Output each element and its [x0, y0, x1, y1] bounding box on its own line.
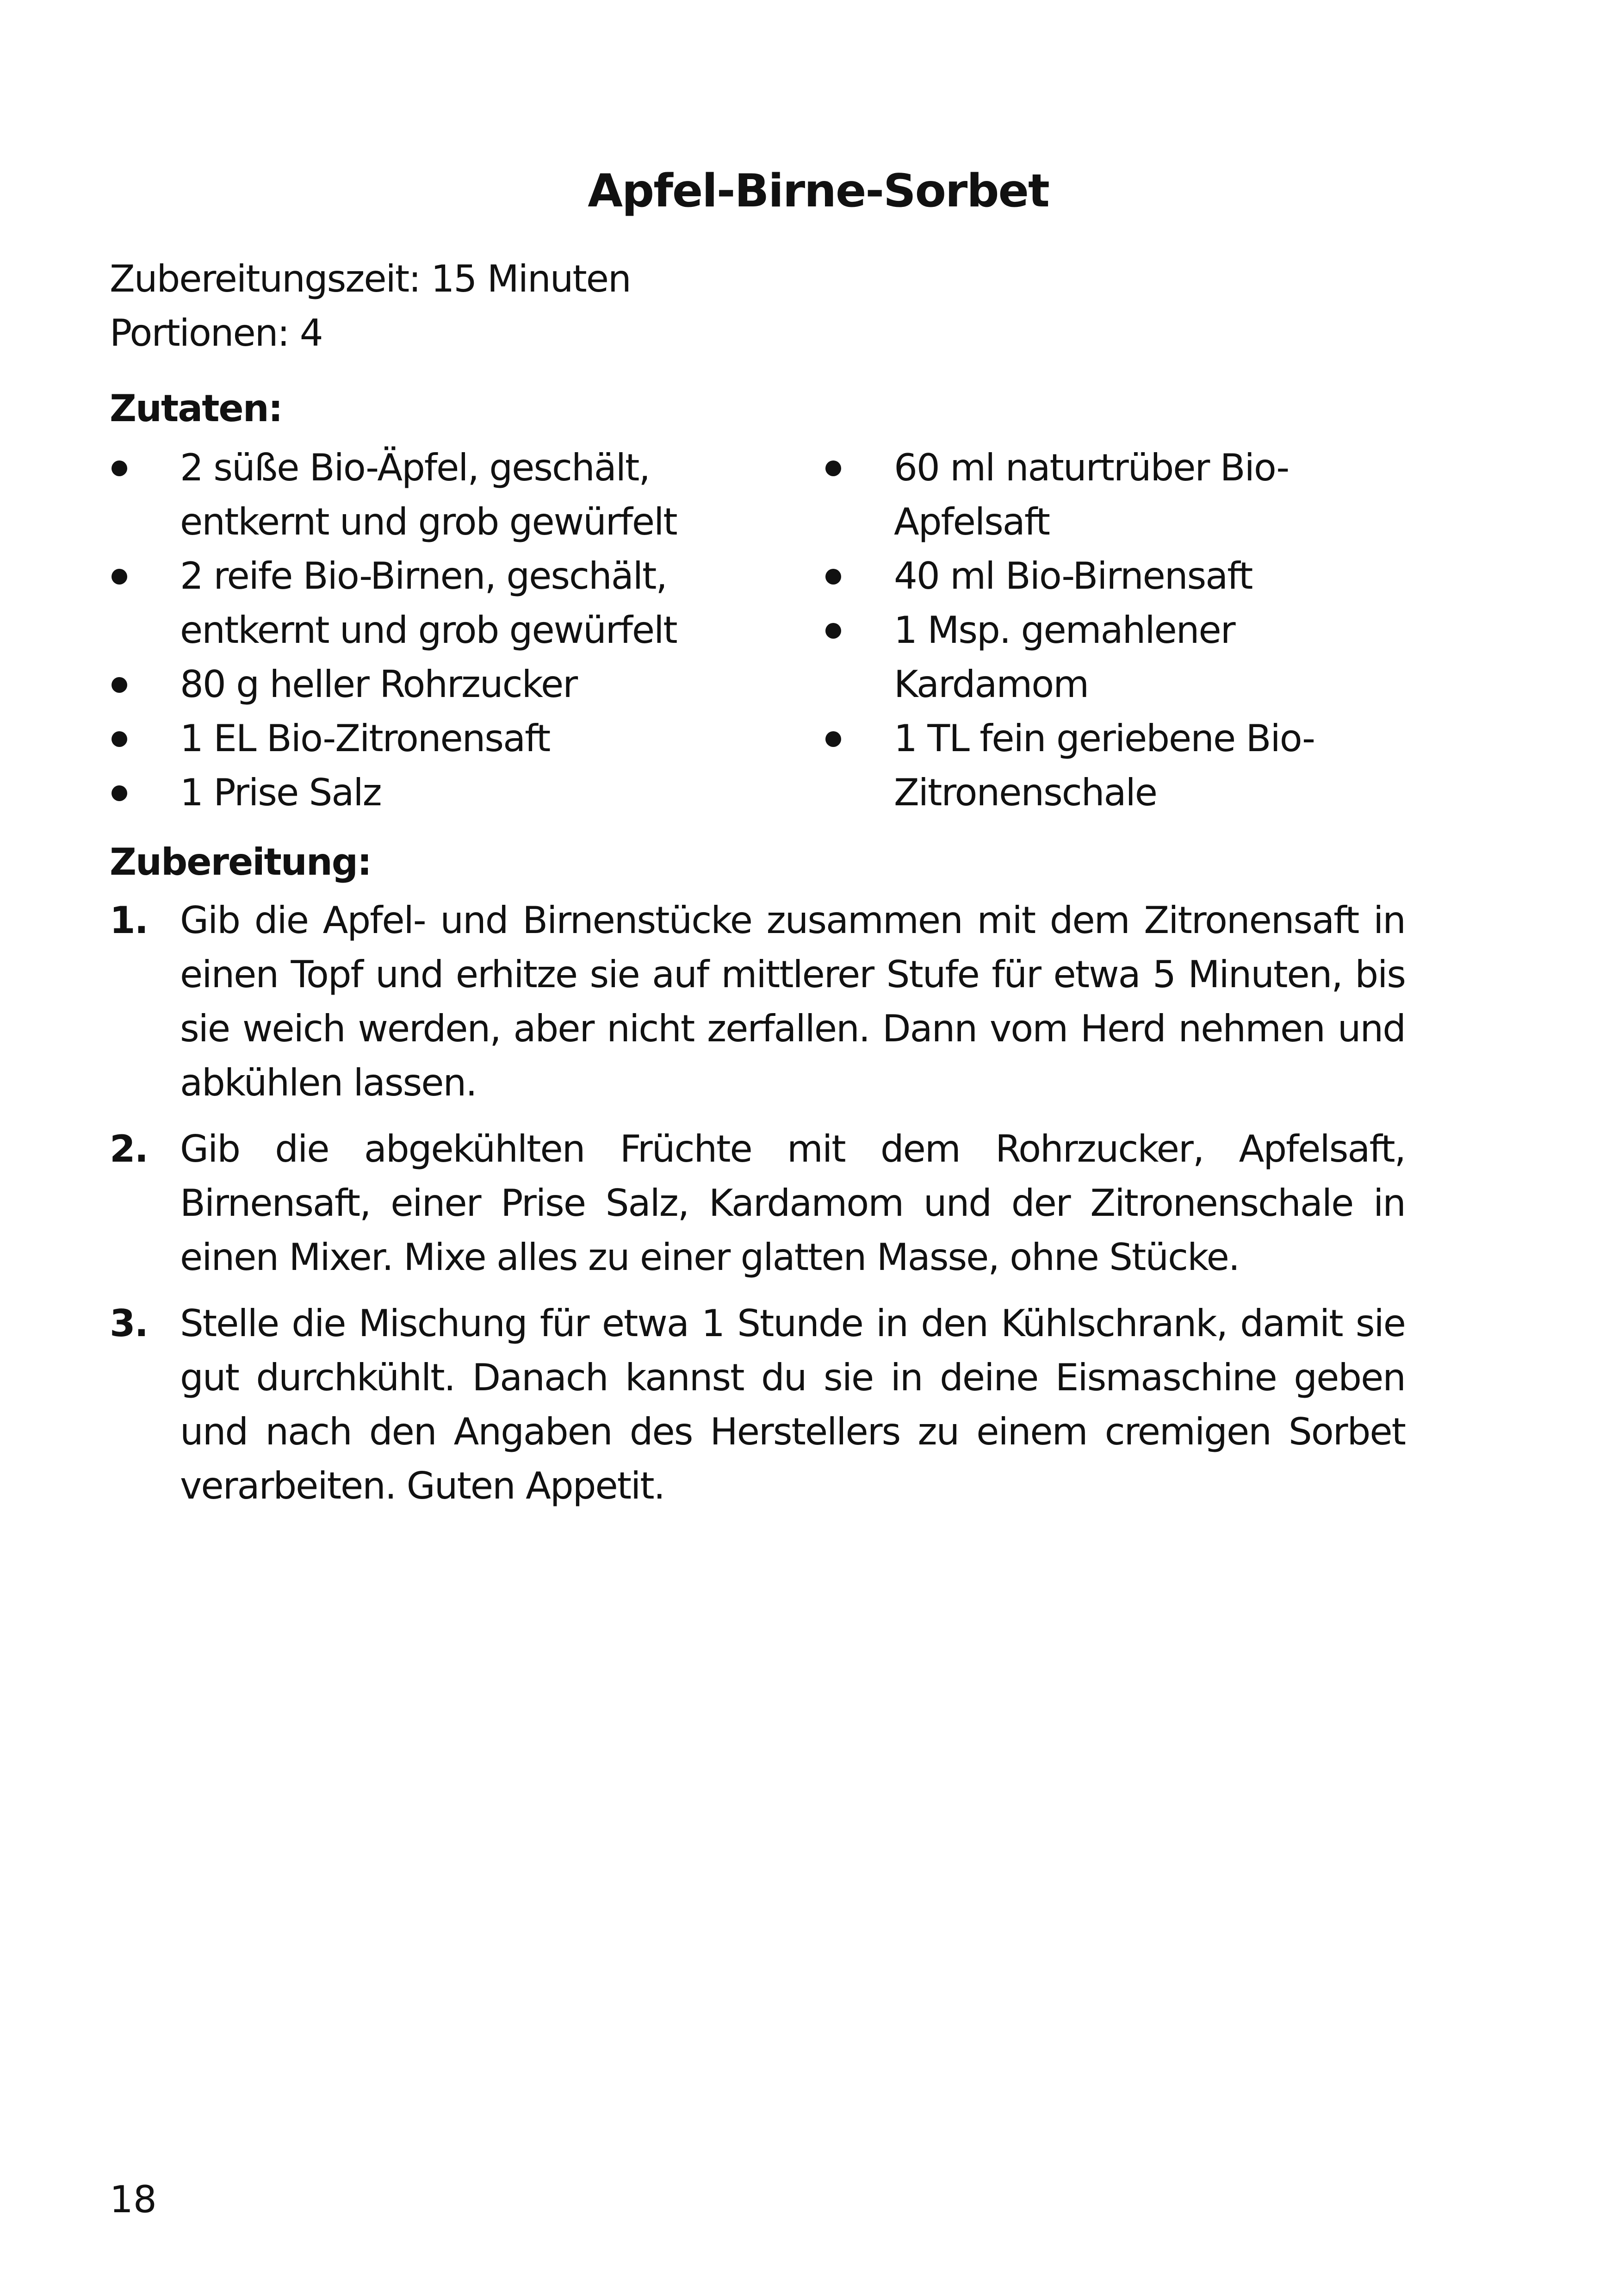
page-number: 18 [110, 2178, 157, 2221]
step-item [110, 1122, 1405, 1284]
bullet-icon [825, 623, 841, 639]
ingredient-text: 1 TL fein geriebene Bio-Zitronenschale [894, 717, 1315, 814]
bullet-icon [112, 731, 127, 747]
bullet-icon [825, 460, 841, 476]
step-number: 3. [110, 1302, 148, 1345]
recipe-title: Apfel-Birne-Sorbet [588, 165, 1049, 218]
preparation-heading: Zubereitung: [110, 840, 372, 884]
step-text: Stelle die Mischung für etwa 1 Stunde in den Kühlschrank, damit sie gut durchkühlt. Danach kannst du sie in deine Eismaschine geben und nach den Angaben des Herstellers zu einem cremigen Sorbet verarbeiten. Guten Appetit. [180, 1302, 1405, 1507]
bullet-icon [112, 677, 127, 693]
ingredients-heading: Zutaten: [110, 387, 282, 430]
ingredient-text: 60 ml naturtrüber Bio-Apfelsaft [894, 446, 1289, 543]
bullet-icon [112, 569, 127, 585]
ingredients-list-left [110, 441, 781, 820]
bullet-icon [112, 785, 127, 801]
ingredient-item [824, 711, 1425, 820]
step-number: 1. [110, 899, 148, 942]
portions: Portionen: 4 [110, 311, 322, 355]
ingredient-text: 1 Msp. gemahlener Kardamom [894, 609, 1235, 706]
ingredient-text: 2 reife Bio-Birnen, geschält, entkernt und grob gewürfelt [180, 554, 677, 652]
ingredient-item [110, 657, 781, 711]
ingredient-item [824, 603, 1425, 711]
ingredient-item [110, 549, 781, 657]
step-number: 2. [110, 1127, 148, 1170]
ingredient-item [110, 711, 781, 765]
preparation-steps [110, 893, 1405, 1525]
ingredient-item [824, 549, 1425, 603]
step-item [110, 893, 1405, 1110]
ingredient-item [110, 765, 781, 820]
ingredient-text: 1 EL Bio-Zitronensaft [180, 717, 550, 760]
preparation-time: Zubereitungszeit: 15 Minuten [110, 257, 631, 300]
ingredient-item [824, 441, 1425, 549]
step-item [110, 1296, 1405, 1513]
bullet-icon [825, 569, 841, 585]
ingredients-list-right [824, 441, 1425, 820]
ingredient-text: 40 ml Bio-Birnensaft [894, 554, 1252, 597]
step-text: Gib die abgekühlten Früchte mit dem Rohrzucker, Apfelsaft, Birnensaft, einer Prise Salz, Kardamom und der Zitronenschale in einen Mixer. Mixe alles zu einer glatten Masse, ohne Stücke. [180, 1127, 1405, 1279]
bullet-icon [112, 460, 127, 476]
step-text: Gib die Apfel- und Birnenstücke zusammen mit dem Zitronensaft in einen Topf und erhitze sie auf mittlerer Stufe für etwa 5 Minuten, bis sie weich werden, aber nicht zerfallen. Dann vom Herd nehmen und abkühlen lassen. [180, 899, 1405, 1104]
ingredient-item [110, 441, 781, 549]
ingredient-text: 2 süße Bio-Äpfel, geschält, entkernt und grob gewürfelt [180, 446, 677, 543]
ingredient-text: 1 Prise Salz [180, 771, 381, 814]
bullet-icon [825, 731, 841, 747]
ingredient-text: 80 g heller Rohrzucker [180, 663, 577, 706]
